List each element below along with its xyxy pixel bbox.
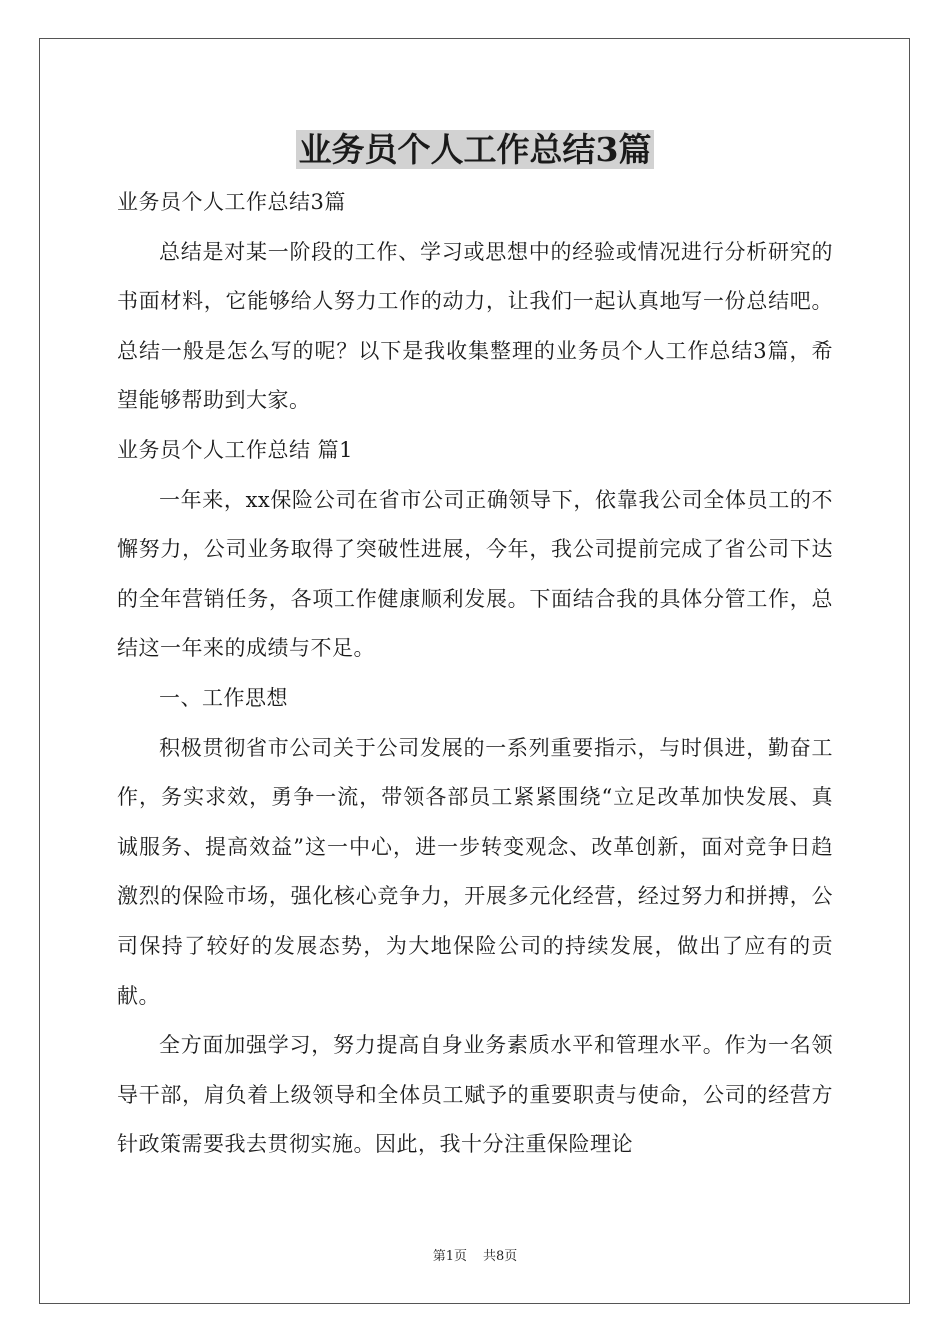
intro-paragraph: 总结是对某一阶段的工作、学习或思想中的经验或情况进行分析研究的书面材料，它能够给人努力工作的动力，让我们一起认真地写一份总结吧。总结一般是怎么写的呢？以下是我收集整理的业务员个人工作总结3篇，希望能够帮助到大家。 <box>117 239 833 413</box>
body-paragraph: 一年来，xx保险公司在省市公司正确领导下，依靠我公司全体员工的不懈努力，公司业务取得了突破性进展，今年，我公司提前完成了省公司下达的全年营销任务，各项工作健康顺利发展。下面结合我的具体分管工作，总结这一年来的成绩与不足。 <box>117 487 833 661</box>
subsection-heading: 一、工作思想 <box>159 685 288 710</box>
subtitle-paragraph: 业务员个人工作总结3篇 <box>117 190 346 214</box>
document-title <box>0 126 950 174</box>
section-heading: 业务员个人工作总结 篇1 <box>117 437 354 462</box>
page-number: 第1页 <box>432 1249 467 1264</box>
page-footer <box>0 1247 950 1267</box>
body-paragraph: 全方面加强学习，努力提高自身业务素质水平和管理水平。作为一名领导干部，肩负着上级领导和全体员工赋予的重要职责与使命，公司的经营方针政策需要我去贯彻实施。因此，我十分注重保险理论 <box>117 1033 833 1157</box>
body-paragraph: 积极贯彻省市公司关于公司发展的一系列重要指示，与时俱进，勤奋工作，务实求效，勇争一流，带领各部员工紧紧围绕“立足改革加快发展、真诚服务、提高效益”这一中心，进一步转变观念、改革创新，面对竞争日趋激烈的保险市场，强化核心竞争力，开展多元化经营，经过努力和拼搏，公司保持了较好的发展态势，为大地保险公司的持续发展，做出了应有的贡献。 <box>117 735 833 1008</box>
page-total: 共8页 <box>483 1249 518 1264</box>
document-body <box>117 178 833 1170</box>
document-title-text: 业务员个人工作总结3篇 <box>296 130 655 169</box>
